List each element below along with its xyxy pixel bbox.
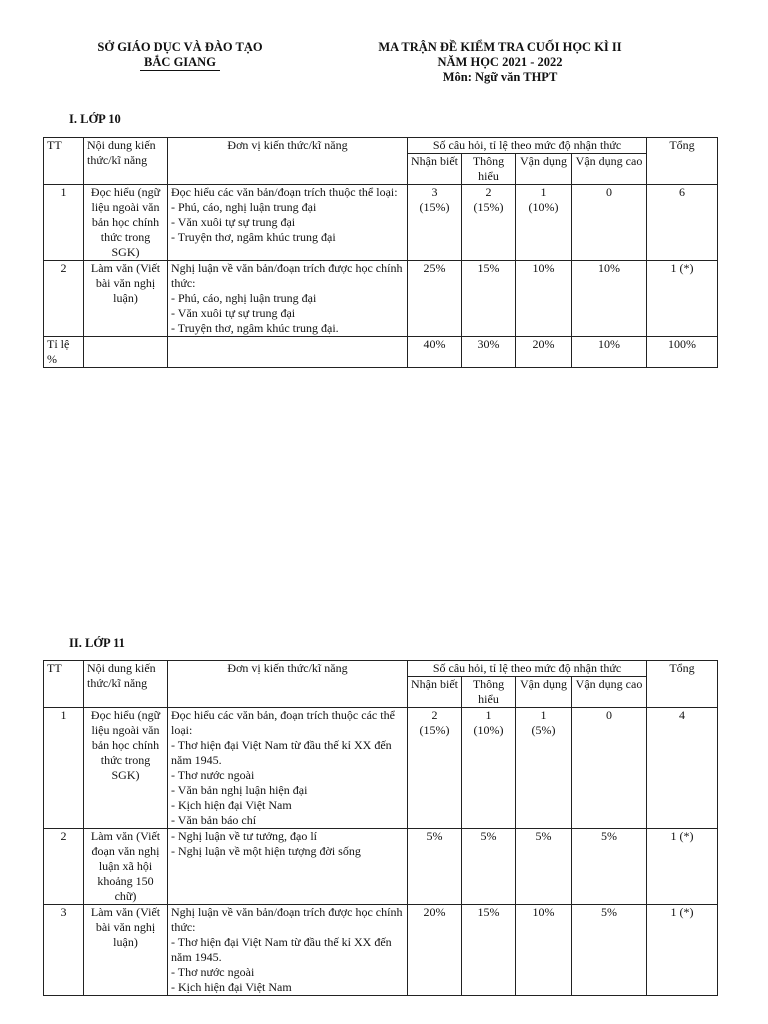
table-row	[44, 261, 718, 337]
table-row	[44, 708, 718, 829]
row-unit-line: - Văn bản báo chí	[171, 813, 257, 827]
exam-header	[340, 40, 660, 85]
row-number: 1	[44, 708, 84, 829]
province-name: BẮC GIANG	[140, 55, 220, 71]
row-unit-line: - Truyện thơ, ngâm khúc trung đại	[171, 230, 336, 244]
ratio-empty	[168, 337, 408, 368]
col-header-content: Nội dung kiến thức/kĩ năng	[84, 138, 168, 185]
col-header-understand: Thông hiểu	[462, 677, 516, 708]
row-understand	[462, 185, 516, 261]
col-header-levels: Số câu hỏi, tỉ lệ theo mức độ nhận thức	[408, 138, 647, 154]
row-recognize-line: (15%)	[419, 200, 450, 214]
row-unit-line: - Kịch hiện đại Việt Nam	[171, 980, 292, 994]
row-number: 2	[44, 829, 84, 905]
row-apply-high: 5%	[572, 905, 647, 996]
section-title-grade-10: I. LỚP 10	[69, 112, 121, 126]
row-unit-line: - Thơ hiện đại Việt Nam từ đầu thế kỉ XX đến năm 1945.	[171, 738, 392, 767]
col-header-unit: Đơn vị kiến thức/kĩ năng	[168, 138, 408, 185]
exam-title: MA TRẬN ĐỀ KIỂM TRA CUỐI HỌC KÌ II	[378, 40, 622, 54]
row-total: 1 (*)	[647, 829, 718, 905]
row-unit-line: - Phú, cáo, nghị luận trung đại	[171, 291, 317, 305]
row-recognize-line: 2	[431, 708, 438, 722]
row-unit-line: - Phú, cáo, nghị luận trung đại	[171, 200, 317, 214]
department-header	[70, 40, 290, 71]
row-unit-line: - Văn xuôi tự sự trung đại	[171, 215, 296, 229]
row-apply-line: 10%	[532, 261, 555, 275]
row-unit-line: Nghị luận về văn bản/đoạn trích được học chính thức:	[171, 905, 403, 934]
table-row	[44, 829, 718, 905]
row-understand-line: (10%)	[473, 723, 504, 737]
row-understand-line: 15%	[477, 905, 500, 919]
row-unit-line: - Thơ hiện đại Việt Nam từ đầu thế kỉ XX đến năm 1945.	[171, 935, 392, 964]
row-unit-line: - Văn bản nghị luận hiện đại	[171, 783, 308, 797]
ratio-apply: 20%	[516, 337, 572, 368]
row-understand	[462, 708, 516, 829]
row-apply-high: 0	[572, 708, 647, 829]
row-apply-line: 5%	[535, 829, 552, 843]
col-header-recognize: Nhận biết	[408, 154, 462, 185]
col-header-understand: Thông hiểu	[462, 154, 516, 185]
row-understand	[462, 905, 516, 996]
row-unit	[168, 185, 408, 261]
row-unit-line: - Nghị luận về tư tưởng, đạo lí	[171, 829, 317, 843]
col-header-tt: TT	[44, 138, 84, 185]
row-content: Đọc hiểu (ngữ liệu ngoài văn bản học chính thức trong SGK)	[84, 708, 168, 829]
row-unit-line: - Thơ nước ngoài	[171, 965, 255, 979]
row-apply-line: 1	[540, 185, 547, 199]
col-header-total: Tổng	[647, 661, 718, 708]
col-header-tt: TT	[44, 661, 84, 708]
row-content: Làm văn (Viết bài văn nghị luận)	[84, 261, 168, 337]
row-total: 1 (*)	[647, 905, 718, 996]
row-apply	[516, 185, 572, 261]
ratio-recognize: 40%	[408, 337, 462, 368]
subject: Môn: Ngữ văn THPT	[442, 70, 558, 84]
row-recognize	[408, 185, 462, 261]
row-unit	[168, 829, 408, 905]
row-unit-line: Đọc hiểu các văn bản/đoạn trích thuộc thể loại:	[171, 185, 398, 199]
row-recognize	[408, 261, 462, 337]
school-year: NĂM HỌC 2021 - 2022	[437, 55, 563, 69]
row-content: Đọc hiểu (ngữ liệu ngoài văn bản học chính thức trong SGK)	[84, 185, 168, 261]
row-content: Làm văn (Viết bài văn nghị luận)	[84, 905, 168, 996]
row-total: 1 (*)	[647, 261, 718, 337]
row-recognize	[408, 708, 462, 829]
row-number: 1	[44, 185, 84, 261]
col-header-unit: Đơn vị kiến thức/kĩ năng	[168, 661, 408, 708]
row-understand	[462, 261, 516, 337]
ratio-label: Tỉ lệ %	[44, 337, 84, 368]
row-unit-line: - Văn xuôi tự sự trung đại	[171, 306, 296, 320]
matrix-table-grade-11	[43, 660, 718, 996]
row-understand-line: (15%)	[473, 200, 504, 214]
row-understand-line: 15%	[477, 261, 500, 275]
row-understand	[462, 829, 516, 905]
row-understand-line: 1	[485, 708, 492, 722]
col-header-apply-high: Vận dụng cao	[572, 154, 647, 185]
section-title-grade-11: II. LỚP 11	[69, 636, 125, 650]
ratio-apply-high: 10%	[572, 337, 647, 368]
ratio-empty	[84, 337, 168, 368]
row-unit	[168, 708, 408, 829]
row-apply-high: 0	[572, 185, 647, 261]
ratio-total: 100%	[647, 337, 718, 368]
row-apply-line: 10%	[532, 905, 555, 919]
row-apply	[516, 261, 572, 337]
row-unit-line: - Truyện thơ, ngâm khúc trung đại.	[171, 321, 339, 335]
row-unit-line: - Nghị luận về một hiện tượng đời sống	[171, 844, 361, 858]
row-total: 4	[647, 708, 718, 829]
row-recognize-line: (15%)	[419, 723, 450, 737]
col-header-apply: Vận dụng	[516, 154, 572, 185]
col-header-apply: Vận dụng	[516, 677, 572, 708]
row-unit-line: - Thơ nước ngoài	[171, 768, 255, 782]
row-apply	[516, 708, 572, 829]
row-recognize	[408, 905, 462, 996]
row-apply-line: (10%)	[528, 200, 559, 214]
col-header-apply-high: Vận dụng cao	[572, 677, 647, 708]
row-number: 3	[44, 905, 84, 996]
row-number: 2	[44, 261, 84, 337]
header-row	[44, 661, 718, 677]
header-row	[44, 138, 718, 154]
row-unit-line: Nghị luận về văn bản/đoạn trích được học chính thức:	[171, 261, 403, 290]
row-total: 6	[647, 185, 718, 261]
department-name: SỞ GIÁO DỤC VÀ ĐÀO TẠO	[97, 40, 263, 54]
row-understand-line: 5%	[480, 829, 497, 843]
row-recognize-line: 25%	[423, 261, 446, 275]
table-row	[44, 185, 718, 261]
row-unit	[168, 905, 408, 996]
row-recognize-line: 3	[431, 185, 438, 199]
row-apply-high: 5%	[572, 829, 647, 905]
row-apply	[516, 905, 572, 996]
ratio-understand: 30%	[462, 337, 516, 368]
col-header-recognize: Nhận biết	[408, 677, 462, 708]
col-header-content: Nội dung kiến thức/kĩ năng	[84, 661, 168, 708]
matrix-table-grade-10	[43, 137, 718, 368]
ratio-row	[44, 337, 718, 368]
row-apply-line: 1	[540, 708, 547, 722]
row-recognize-line: 20%	[423, 905, 446, 919]
row-understand-line: 2	[485, 185, 492, 199]
col-header-levels: Số câu hỏi, tỉ lệ theo mức độ nhận thức	[408, 661, 647, 677]
row-unit-line: Đọc hiểu các văn bản, đoạn trích thuộc các thể loại:	[171, 708, 395, 737]
row-recognize	[408, 829, 462, 905]
row-recognize-line: 5%	[426, 829, 443, 843]
row-content: Làm văn (Viết đoạn văn nghị luận xã hội khoảng 150 chữ)	[84, 829, 168, 905]
row-apply-high: 10%	[572, 261, 647, 337]
col-header-total: Tổng	[647, 138, 718, 185]
row-unit-line: - Kịch hiện đại Việt Nam	[171, 798, 292, 812]
row-apply	[516, 829, 572, 905]
table-row	[44, 905, 718, 996]
row-apply-line: (5%)	[531, 723, 556, 737]
row-unit	[168, 261, 408, 337]
